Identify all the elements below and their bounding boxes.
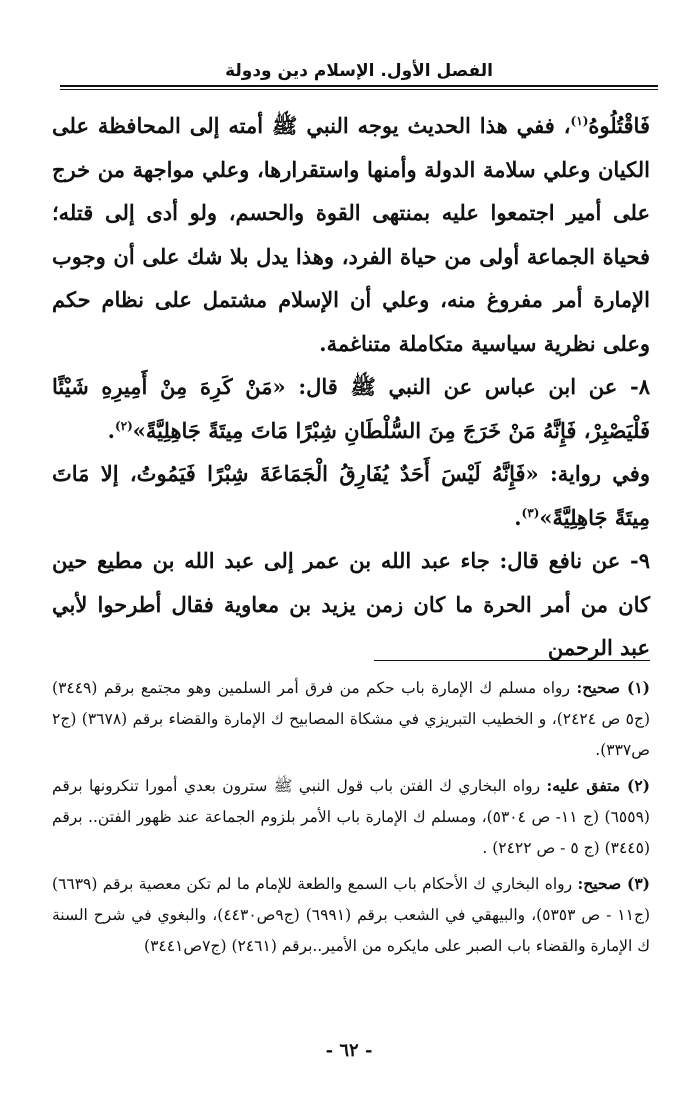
footnote-2-text: رواه البخاري ك الفتن باب قول النبي ﷺ سترون بعدي أمورا تنكرونها برقم (٦٥٥٩) (ج ١١- ص ٥٣٠٤)، ومسلم ك الإمارة باب الأمر بلزوم الجماعة عند ظهور الفتن.. برقم (٣٤٤٥) (ج ٥ - ص ٢٤٢٢) . — [52, 777, 650, 857]
footnote-1-text: رواه مسلم ك الإمارة باب حكم من فرق أمر السلمين وهو مجتمع برقم (٣٤٤٩) (ج٥ ص ٢٤٢٤)، و الخطيب التبريزي في مشكاة المصابيح ك الإمارة والقضاء برقم (٣٦٧٨) (ج٢ ص٣٣٧). — [52, 679, 651, 759]
paragraph-1-text: ، ففي هذا الحديث يوجه النبي ﷺ أمته إلى المحافظة على الكيان وعلي سلامة الدولة وأمنها واستقرارها، وعلي مواجهة من خرج على أمير اجتمعوا عليه بمنتهى القوة والحسم، ولو أدى إلى قتله؛ فحياة الجماعة أولى من حياة الفرد، وهذا يدل بلا شك على أن وجوب الإمارة أمر مفروغ منه، وعلي أن الإسلام مشتمل على نظام حكم وعلى نظرية سياسية متكاملة متناغمة. — [52, 113, 650, 356]
footnote-2 — [52, 770, 650, 864]
footnote-ref-1: (١) — [570, 114, 589, 128]
footnote-ref-3: (٣) — [521, 505, 540, 520]
page-number: - ٦٢ - — [325, 1040, 373, 1061]
footnote-3-label: (٣) صحيح: — [577, 874, 650, 893]
paragraph-1 — [52, 104, 650, 365]
hadith-8-end: . — [107, 417, 115, 443]
header-rule-thin — [60, 89, 658, 90]
header-rule — [60, 85, 658, 87]
header-title: الفصل الأول. الإسلام دين ودولة — [225, 61, 493, 81]
riwaya-end: . — [514, 504, 522, 530]
hadith-end: فَاقْتُلُوهُ — [588, 113, 650, 138]
running-header — [60, 55, 658, 89]
hadith-8-text: ٨- عن ابن عباس عن النبي ﷺ قال: «مَنْ كَرِهَ مِنْ أَمِيرِهِ شَيْئًا فَلْيَصْبِرْ، فَإِنَّهُ مَنْ خَرَجَ مِنَ السُّلْطَانِ شِبْرًا مَاتَ مِيتَةً جَاهِلِيَّةً» — [52, 374, 650, 443]
footnote-ref-2: (٢) — [114, 418, 133, 433]
riwaya — [52, 452, 650, 539]
riwaya-text: وفي رواية: «فَإِنَّهُ لَيْسَ أَحَدٌ يُفَارِقُ الْجَمَاعَةَ شِبْرًا فَيَمُوتُ، إلا مَاتَ مِيتَةً جَاهِلِيَّةً» — [52, 461, 650, 530]
footnote-3 — [52, 868, 650, 962]
main-text — [52, 104, 650, 670]
hadith-8 — [52, 365, 650, 452]
footnote-1 — [52, 672, 650, 766]
footnotes — [52, 672, 650, 966]
footnote-1-label: (١) صحيح: — [576, 678, 650, 697]
hadith-9: ٩- عن نافع قال: جاء عبد الله بن عمر إلى عبد الله بن مطيع حين كان من أمر الحرة ما كان زمن يزيد بن معاوية فقال أطرحوا لأبي عبد الرحمن — [52, 548, 650, 660]
footnote-separator — [374, 660, 650, 661]
footnote-3-text: رواه البخاري ك الأحكام باب السمع والطعة للإمام ما لم تكن معصية برقم (٦٦٣٩) (ج١١ - ص ٥٣٥٣)، والبيهقي في الشعب برقم (٦٩٩١) (ج٩ص٤٤٣٠)، والبغوي في شرح السنة ك الإمارة والقضاء باب الصبر على مايكره من الأمير..برقم (٢٤٦١) (ج٧ص٣٤٤١) — [52, 875, 650, 955]
footnote-2-label: (٢) متفق عليه: — [546, 776, 650, 795]
